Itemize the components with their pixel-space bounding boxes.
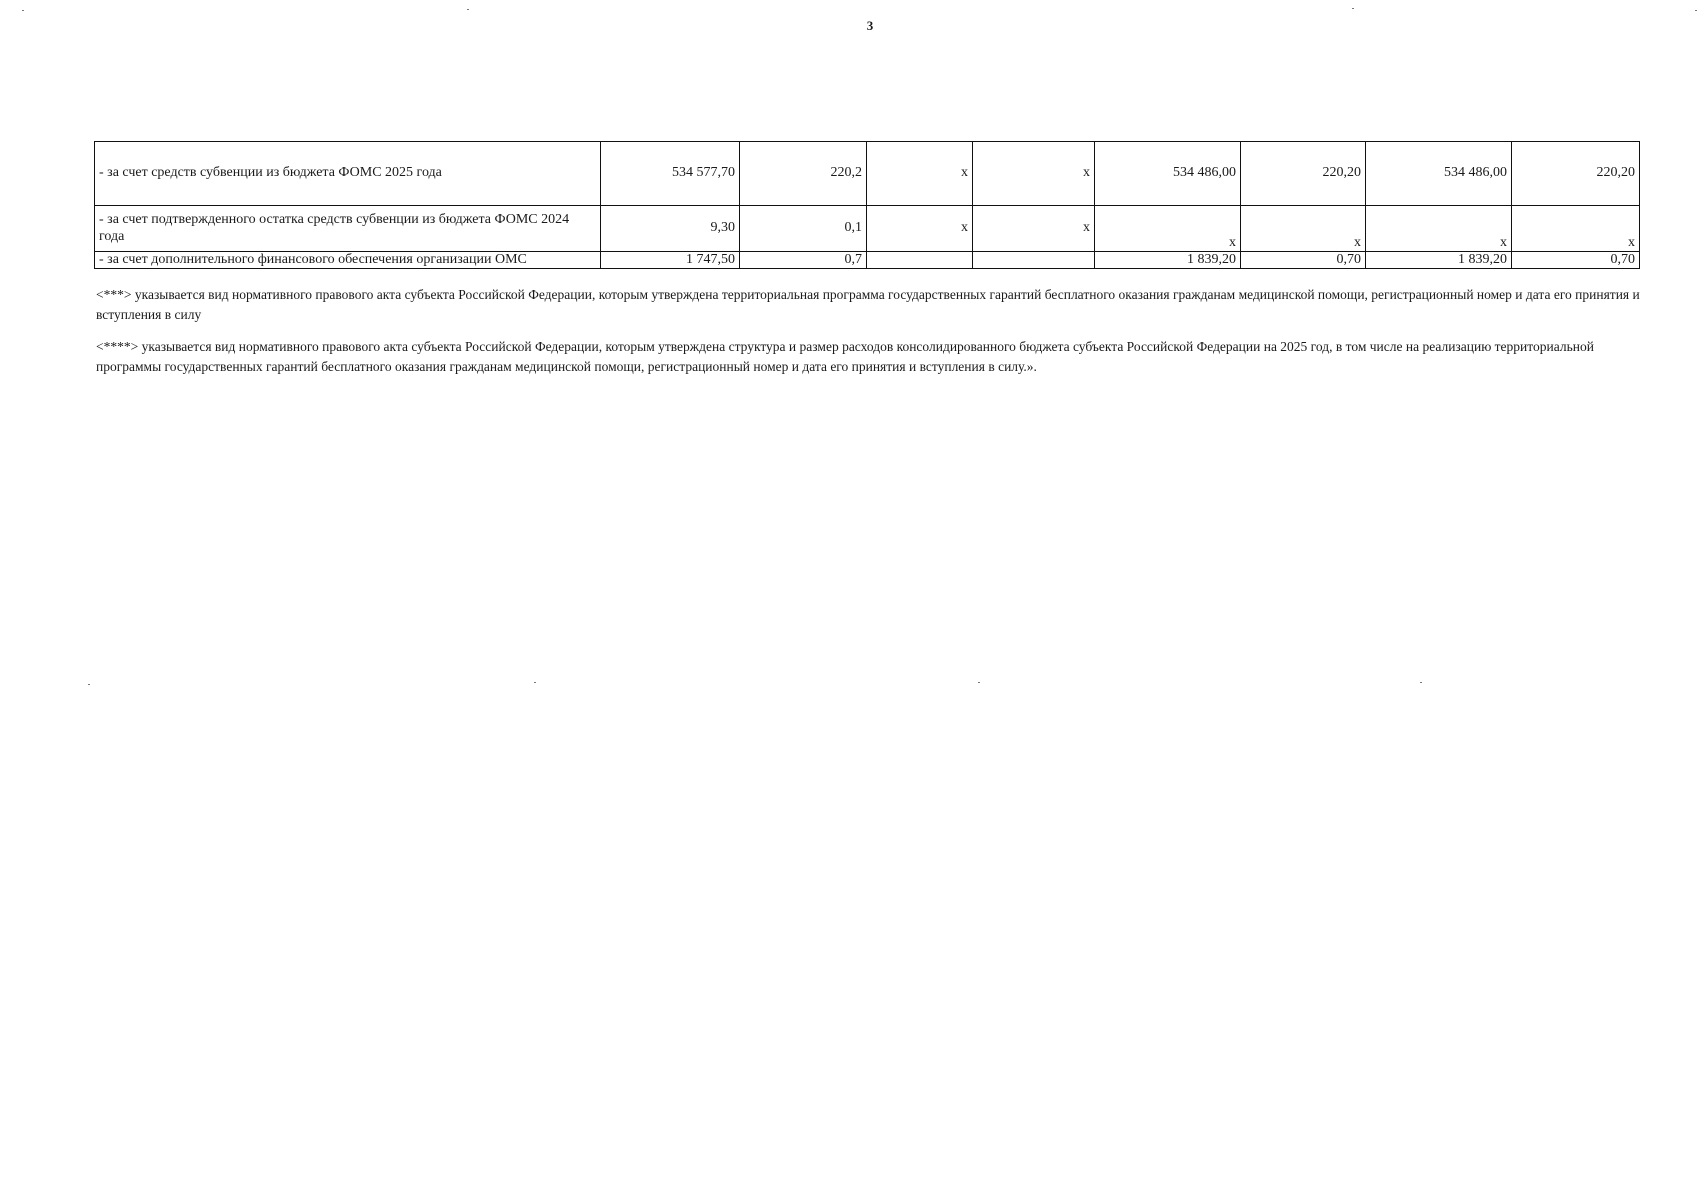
table-cell: x [973, 142, 1095, 206]
table-cell: x [1241, 206, 1366, 252]
table-cell: 1 839,20 [1366, 252, 1512, 269]
row-label: - за счет подтвержденного остатка средств субвенции из бюджета ФОМС 2024 года [95, 206, 601, 252]
scan-speck [1420, 682, 1422, 683]
scan-speck [467, 9, 469, 10]
row-label: - за счет средств субвенции из бюджета ФОМС 2025 года [95, 142, 601, 206]
table-cell: 220,2 [740, 142, 867, 206]
table-cell: 534 486,00 [1366, 142, 1512, 206]
table-cell: 534 486,00 [1095, 142, 1241, 206]
footnote-normative-act-program: <***> указывается вид нормативного правового акта субъекта Российской Федерации, которым утверждена территориальная программа государственных гарантий бесплатного оказания гражданам медицинской помощи, регистрационный номер и дата его принятия и вступления в силу [96, 287, 1640, 322]
table-cell: x [1512, 206, 1640, 252]
table-cell: 9,30 [601, 206, 740, 252]
table-cell: x [1366, 206, 1512, 252]
row-label: - за счет дополнительного финансового обеспечения организации ОМС [95, 252, 601, 269]
scan-speck [978, 682, 980, 683]
table-cell: x [867, 142, 973, 206]
scan-speck [534, 682, 536, 683]
financing-table [94, 141, 1640, 269]
page-number: 3 [866, 18, 874, 33]
table-cell [973, 252, 1095, 269]
scan-speck [88, 684, 90, 685]
scan-speck [22, 10, 24, 11]
table-row [95, 252, 1640, 269]
table-cell: 220,20 [1241, 142, 1366, 206]
scan-speck [1352, 8, 1354, 9]
table-cell: 0,70 [1241, 252, 1366, 269]
scan-speck [1695, 10, 1697, 11]
table-row [95, 142, 1640, 206]
table-cell: 0,1 [740, 206, 867, 252]
table-cell: 1 839,20 [1095, 252, 1241, 269]
footnote-normative-act-budget: <****> указывается вид нормативного правового акта субъекта Российской Федерации, которым утверждена структура и размер расходов консолидированного бюджета субъекта Российской Федерации на 2025 год, в том числе на реализацию территориальной программы государственных гарантий бесплатного оказания гражданам медицинской помощи, регистрационный номер и дата его принятия и вступления в силу.». [96, 339, 1594, 374]
table-cell: 534 577,70 [601, 142, 740, 206]
table-cell: 0,7 [740, 252, 867, 269]
table-cell [867, 252, 973, 269]
table-cell: 0,70 [1512, 252, 1640, 269]
table-row [95, 206, 1640, 252]
table-cell: 220,20 [1512, 142, 1640, 206]
table-cell: 1 747,50 [601, 252, 740, 269]
table-cell: x [867, 206, 973, 252]
table-cell: x [1095, 206, 1241, 252]
table-cell: x [973, 206, 1095, 252]
